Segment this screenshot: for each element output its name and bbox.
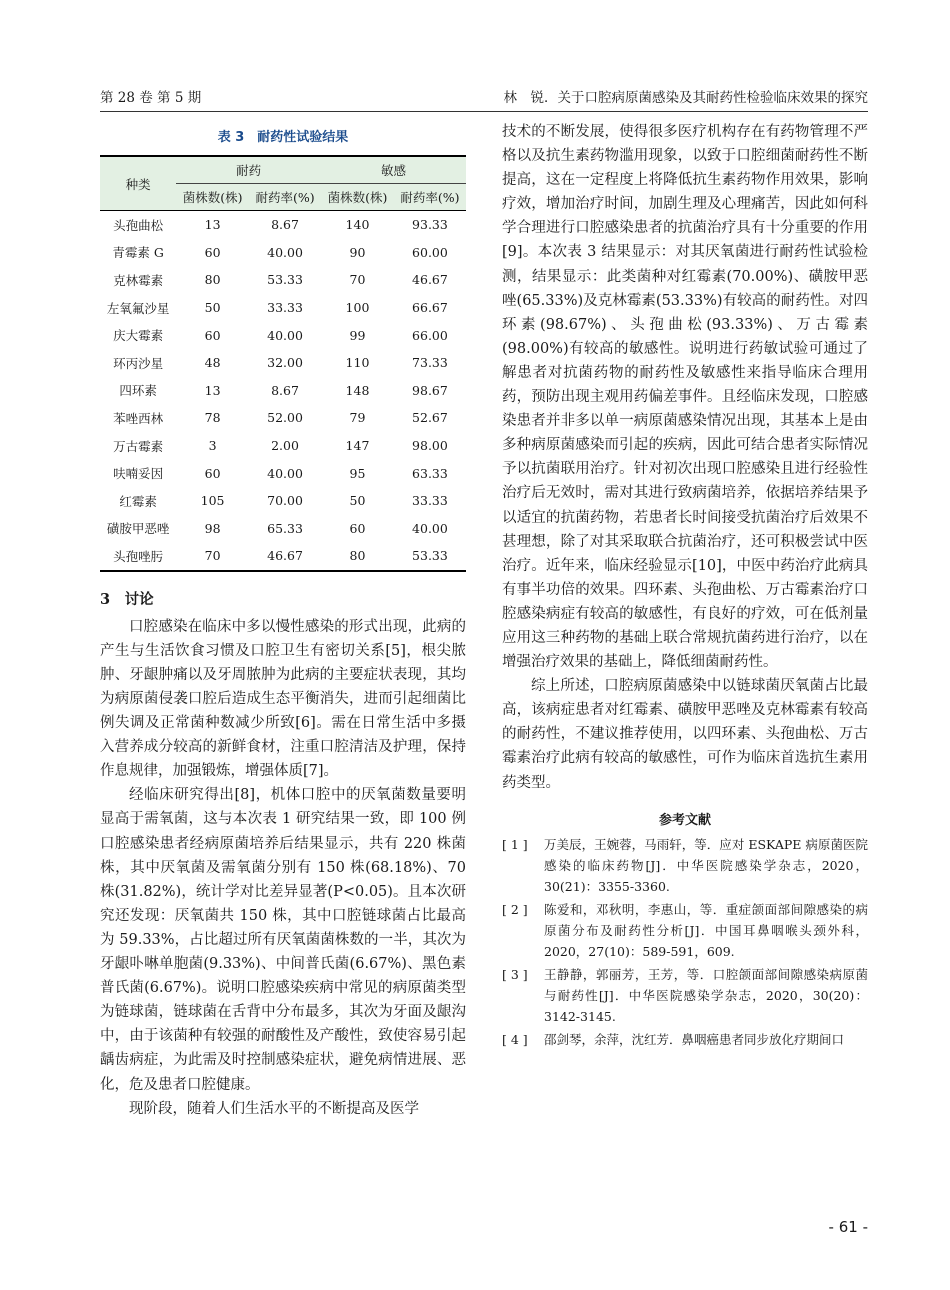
value-cell: 95 xyxy=(349,465,366,481)
drug-name-cell: 克林霉素 xyxy=(113,272,164,288)
reference-item xyxy=(502,1029,868,1050)
table-row xyxy=(100,321,466,349)
table-row xyxy=(100,377,466,405)
value-cell: 40.00 xyxy=(267,327,303,343)
table-row xyxy=(100,515,466,543)
value-cell: 66.67 xyxy=(412,300,448,316)
reference-number: [ 1 ] xyxy=(502,836,528,852)
drug-name-cell: 苯唑西林 xyxy=(113,410,164,426)
value-cell: 70 xyxy=(176,542,249,571)
reference-number: [ 2 ] xyxy=(502,901,528,917)
value-cell: 80 xyxy=(321,542,394,571)
group-sens-header: 敏感 xyxy=(321,156,466,184)
header-rule xyxy=(100,111,868,112)
value-cell: 33.33 xyxy=(267,300,303,316)
value-cell: 3 xyxy=(208,438,217,454)
paragraph: 经临床研究得出[8]，机体口腔中的厌氧菌数量要明显高于需氧菌，这与本次表 1 研究结果一致，即 100 例口腔感染患者经病原菌培养后结果显示，共有 220 株菌株，其中厌氧菌及需氧菌分别有 150 株(68.18%)、70 株(31.82%)，统计学对比差异显著(P<0.05)。且本次研究还发现：厌氧菌共 150 株，其中口腔链球菌占比最高为 59.33%，占比超过所有厌氧菌菌株数的一半，其次为牙龈卟啉单胞菌(9.33%)、中间普氏菌(6.67%)、黑色素普氏菌(6.67%)。说明口腔感染疾病中常见的病原菌类型为链球菌，链球菌在舌背中分布最多，其次为牙面及龈沟中，由于该菌种有较强的耐酸性及产酸性，致使容易引起龋齿病症，为此需及时控制感染症状，避免病情进展、恶化，危及患者口腔健康。 xyxy=(100,787,466,1093)
page-number: - 61 - xyxy=(828,1218,868,1236)
value-cell: 13 xyxy=(204,217,221,233)
value-cell: 53.33 xyxy=(267,272,303,288)
value-cell: 78 xyxy=(204,410,221,426)
drug-name-cell: 青霉素 G xyxy=(112,245,164,261)
table-caption: 表 3 耐药性试验结果 xyxy=(217,130,349,145)
left-column xyxy=(100,120,466,1121)
value-cell: 2.00 xyxy=(271,438,299,454)
value-cell: 8.67 xyxy=(271,217,299,233)
value-cell: 105 xyxy=(200,493,225,509)
drug-name-cell: 左氧氟沙星 xyxy=(106,300,170,316)
value-cell: 40.00 xyxy=(267,465,303,481)
value-cell: 99 xyxy=(349,327,366,343)
value-cell: 79 xyxy=(349,410,366,426)
reference-number: [ 4 ] xyxy=(502,1031,528,1047)
value-cell: 73.33 xyxy=(412,355,448,371)
value-cell: 40.00 xyxy=(267,244,303,260)
drug-name-cell: 四环素 xyxy=(119,383,157,399)
drug-name-cell: 磺胺甲恶唑 xyxy=(106,521,170,537)
drug-name-cell: 庆大霉素 xyxy=(113,328,164,344)
reference-text: 陈爱和，邓秋明，李惠山，等．重症颌面部间隙感染的病原菌分布及耐药性分析[J]．中国耳鼻咽喉头颈外科，2020，27(10)：589-591，609. xyxy=(544,901,868,959)
drug-name-cell: 呋喃妥因 xyxy=(113,466,164,482)
reference-number: [ 3 ] xyxy=(502,966,528,982)
value-cell: 40.00 xyxy=(412,520,448,536)
section-title: 3 讨论 xyxy=(100,590,154,608)
reference-item xyxy=(502,899,868,962)
value-cell: 60 xyxy=(204,244,221,260)
table-row xyxy=(100,211,466,239)
drug-name-cell: 环丙沙星 xyxy=(113,355,164,371)
value-cell: 60.00 xyxy=(412,244,448,260)
table-row xyxy=(100,294,466,322)
reference-item xyxy=(502,964,868,1027)
reference-item xyxy=(502,834,868,897)
paragraph: 综上所述，口腔病原菌感染中以链球菌厌氧菌占比最高，该病症患者对红霉素、磺胺甲恶唑及克林霉素有较高的耐药性，不建议推荐使用，以四环素、头孢曲松、万古霉素治疗此病有较高的敏感性，可作为临床首选抗生素用药类型。 xyxy=(502,678,868,791)
sub-rate-header: 耐药率(%) xyxy=(394,184,466,211)
value-cell: 140 xyxy=(345,217,370,233)
value-cell: 65.33 xyxy=(267,520,303,536)
value-cell: 110 xyxy=(345,355,370,371)
journal-issue: 第 28 卷 第 5 期 xyxy=(100,90,202,106)
value-cell: 80 xyxy=(204,272,221,288)
paragraph: 现阶段，随着人们生活水平的不断提高及医学 xyxy=(129,1100,419,1117)
value-cell: 98.67 xyxy=(412,382,448,398)
reference-text: 万美辰，王婉蓉，马雨轩，等．应对 ESKAPE 病原菌医院感染的临床药物[J]．中华医院感染学杂志，2020，30(21)：3355-3360. xyxy=(544,836,868,894)
article-title-header: 林 锐．关于口腔病原菌感染及其耐药性检验临床效果的探究 xyxy=(503,90,868,106)
value-cell: 70.00 xyxy=(267,493,303,509)
drug-name-cell: 头孢曲松 xyxy=(113,217,164,233)
value-cell: 98.00 xyxy=(412,438,448,454)
value-cell: 53.33 xyxy=(394,542,466,571)
value-cell: 63.33 xyxy=(412,465,448,481)
drug-name-cell: 红霉素 xyxy=(119,493,157,509)
table-body xyxy=(100,211,466,571)
group-resist-header: 耐药 xyxy=(176,156,321,184)
value-cell: 98 xyxy=(204,520,221,536)
value-cell: 66.00 xyxy=(412,327,448,343)
sub-count-header: 菌株数(株) xyxy=(176,184,249,211)
running-header xyxy=(100,86,868,108)
value-cell: 70 xyxy=(349,272,366,288)
results-table xyxy=(100,155,466,572)
value-cell: 148 xyxy=(345,382,370,398)
paragraph: 口腔感染在临床中多以慢性感染的形式出现，此病的产生与生活饮食习惯及口腔卫生有密切关系[5]，根尖脓肿、牙龈肿痛以及牙周脓肿为此病的主要症状表现，其均为病原菌侵袭口腔后造成生态平衡消失，进而引起细菌比例失调及正常菌种数减少所致[6]。需在日常生活中多摄入营养成分较高的新鲜食材，注重口腔清洁及护理，保持作息规律，加强锻炼，增强体质[7]。 xyxy=(100,618,466,780)
references-list xyxy=(502,834,868,1050)
value-cell: 147 xyxy=(345,438,370,454)
value-cell: 60 xyxy=(349,520,366,536)
sub-rate-header: 耐药率(%) xyxy=(249,184,321,211)
table-row xyxy=(100,487,466,515)
value-cell: 50 xyxy=(204,300,221,316)
value-cell: 8.67 xyxy=(271,382,299,398)
value-cell: 33.33 xyxy=(412,493,448,509)
value-cell: 52.00 xyxy=(267,410,303,426)
right-column xyxy=(502,120,868,1052)
value-cell: 60 xyxy=(204,465,221,481)
table-row xyxy=(100,266,466,294)
col-type-header: 种类 xyxy=(100,156,176,211)
value-cell: 93.33 xyxy=(412,217,448,233)
value-cell: 52.67 xyxy=(412,410,448,426)
value-cell: 50 xyxy=(349,493,366,509)
table-row xyxy=(100,459,466,487)
value-cell: 32.00 xyxy=(267,355,303,371)
table-row xyxy=(100,432,466,460)
paragraph: 技术的不断发展，使得很多医疗机构存在有药物管理不严格以及抗生素药物滥用现象，以致于口腔细菌耐药性不断提高，这在一定程度上将降低抗生素药物作用效果，影响疗效，增加治疗时间，加剧生理及心理痛苦，因此如何科学合理进行口腔感染患者的抗菌治疗具有十分重要的作用[9]。本次表 3 结果显示：对其厌氧菌进行耐药性试验检测，结果显示：此类菌种对红霉素(70.00%)、磺胺甲恶唑(65.33%)及克林霉素(53.33%)有较高的耐药性。对四环素(98.67%)、头孢曲松(93.33%)、万古霉素(98.00%)有较高的敏感性。说明进行药敏试验可通过了解患者对抗菌药物的耐药性及敏感性来指导临床合理用药，预防出现主观用药偏差事件。且经临床发现，口腔感染患者并非多以单一病原菌感染情况出现，其基本上是由多种病原菌感染而引起的疾病，因此可结合患者实际情况予以抗菌联用治疗。针对初次出现口腔感染且进行经验性治疗后无效时，需对其进行致病菌培养，依据培养结果予以适宜的抗菌药物，若患者长时间接受抗菌治疗后效果不甚理想，除了对其采取联合抗菌治疗，还可积极尝试中医治疗。近年来，临床经验显示[10]，中医中药治疗此病具有事半功倍的效果。四环素、头孢曲松、万古霉素治疗口腔感染病症有较高的敏感性，有良好的疗效，可在低剂量应用这三种药物的基础上联合常规抗菌药进行治疗，以在增强治疗效果的基础上，降低细菌耐药性。 xyxy=(502,124,868,671)
table-row xyxy=(100,349,466,377)
value-cell: 46.67 xyxy=(412,272,448,288)
value-cell: 46.67 xyxy=(249,542,321,571)
reference-text: 王静静，郭丽芳，王芳，等．口腔颌面部间隙感染病原菌与耐药性[J]．中华医院感染学杂志，2020，30(20)：3142-3145. xyxy=(544,966,868,1024)
drug-name-cell: 万古霉素 xyxy=(113,438,164,454)
table-row xyxy=(100,542,466,571)
value-cell: 90 xyxy=(349,244,366,260)
reference-text: 邵剑琴，余萍，沈红芳．鼻咽癌患者同步放化疗期间口 xyxy=(544,1031,845,1047)
table-row xyxy=(100,239,466,267)
value-cell: 60 xyxy=(204,327,221,343)
references-title: 参考文献 xyxy=(658,812,711,828)
value-cell: 100 xyxy=(345,300,370,316)
drug-name-cell: 头孢唑肟 xyxy=(100,542,176,571)
table-row xyxy=(100,404,466,432)
value-cell: 13 xyxy=(204,382,221,398)
sub-count-header: 菌株数(株) xyxy=(321,184,394,211)
value-cell: 48 xyxy=(204,355,221,371)
